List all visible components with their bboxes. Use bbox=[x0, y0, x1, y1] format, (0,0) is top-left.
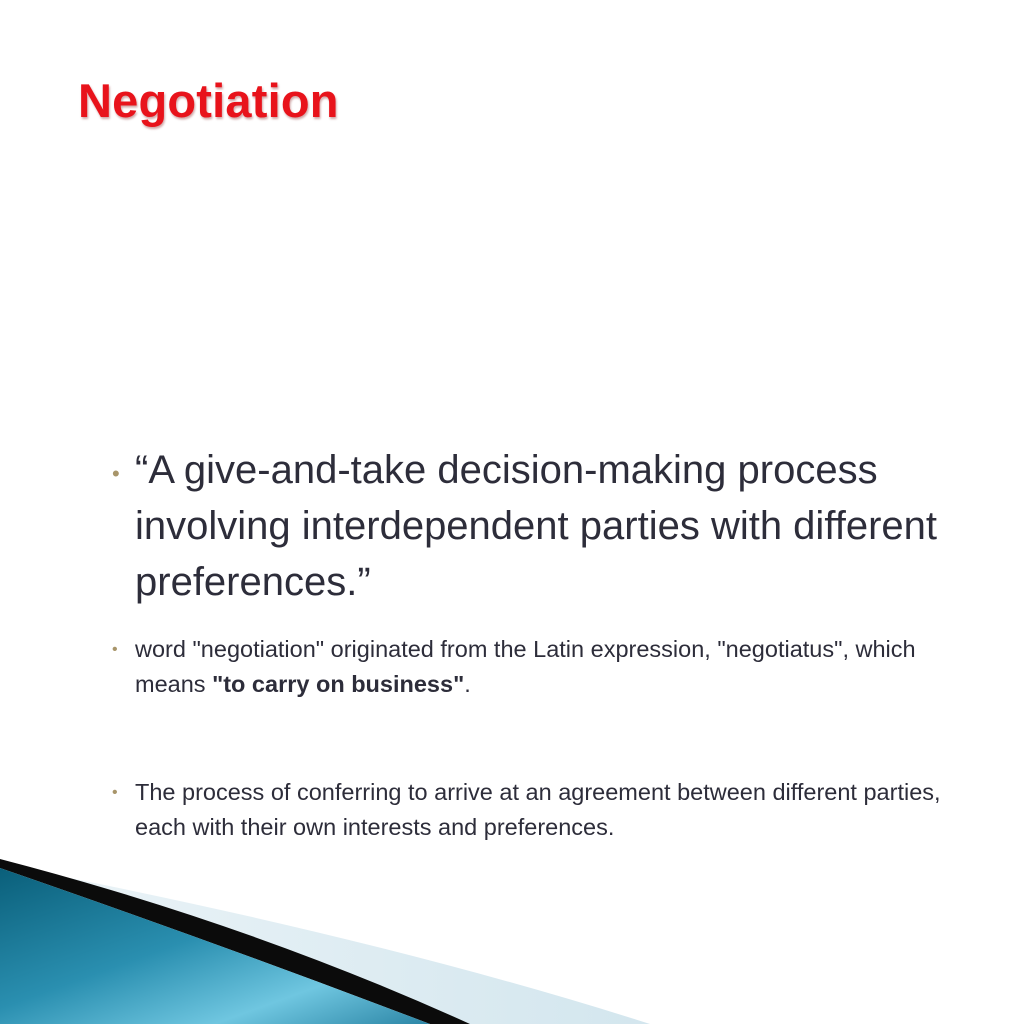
bullet-text: “A give-and-take decision-making process involving interdependent parties with different preferences.” bbox=[135, 448, 937, 604]
bullet-dot-icon: • bbox=[112, 784, 118, 801]
bullet-text-end: . bbox=[464, 671, 471, 697]
bullet-text: word "negotiation" originated from the Latin expression, "negotiatus", which means bbox=[135, 636, 916, 697]
bullet-dot-icon: • bbox=[112, 641, 118, 658]
bullet-dot-icon: • bbox=[112, 461, 120, 486]
bullet-item-definition-quote bbox=[108, 442, 958, 610]
bullet-list bbox=[108, 442, 958, 845]
slide-title: Negotiation bbox=[78, 74, 339, 127]
bullet-text: The process of conferring to arrive at an agreement between different parties, each with their own interests and preferences. bbox=[135, 779, 941, 840]
bullet-item-etymology bbox=[108, 632, 958, 702]
bullet-item-process-definition bbox=[108, 775, 958, 845]
decorative-swoosh bbox=[0, 854, 1024, 1024]
bullet-text-bold: "to carry on business" bbox=[212, 671, 465, 697]
